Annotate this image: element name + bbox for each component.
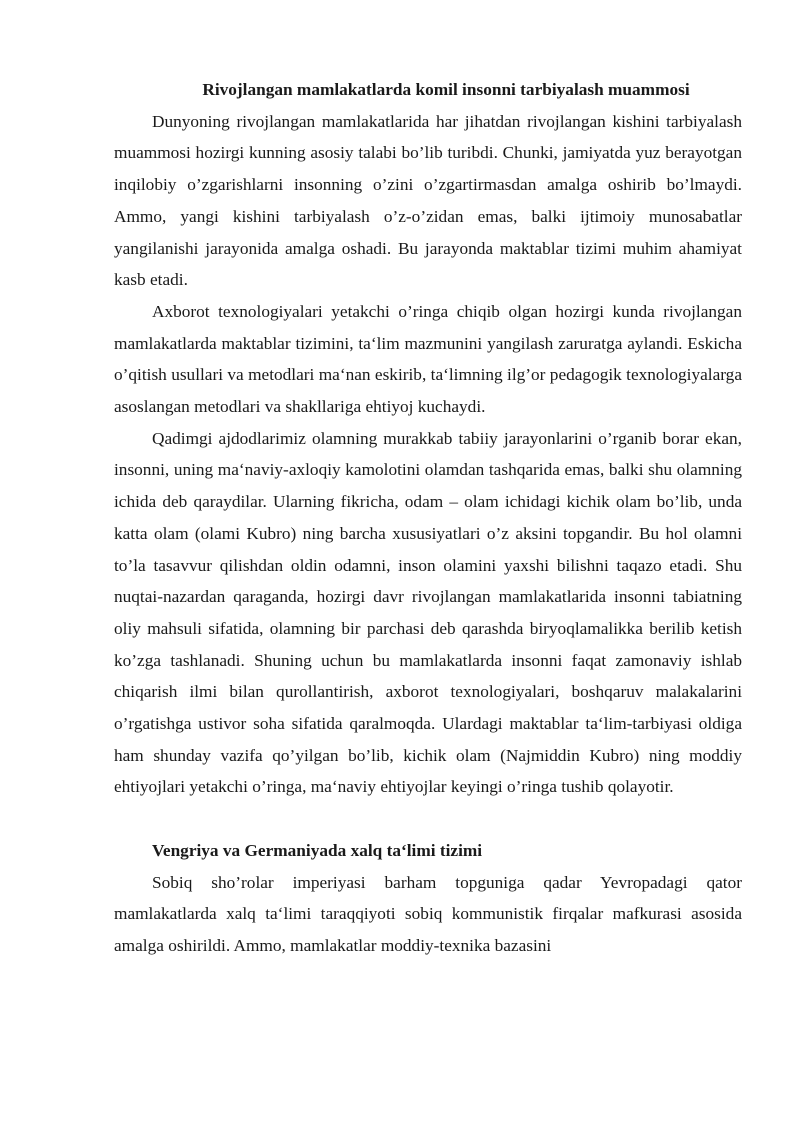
paragraph-4: Sobiq sho’rolar imperiyasi barham topguniga qadar Yevropadagi qator mamlakatlarda xalq ta‘limi taraqqiyoti sobiq kommunistik firqalar mafkurasi asosida amalga oshirildi. Ammo, mamlakatlar moddiy-texnika bazasini bbox=[114, 872, 742, 955]
section-spacer bbox=[114, 803, 742, 835]
document-body bbox=[114, 74, 742, 962]
section-heading: Vengriya va Germaniyada xalq ta‘limi tizimi bbox=[152, 840, 483, 860]
paragraph-1: Dunyoning rivojlangan mamlakatlarida har jihatdan rivojlangan kishini tarbiyalash muammosi hozirgi kunning asosiy talabi bo’lib turibdi. Chunki, jamiyatda yuz berayotgan inqilobiy o’zgarishlarni insonning o’zini o’zgartirmasdan amalga oshirib bo’lmaydi. Ammo, yangi kishini tarbiyalash o’z-o’zidan emas, balki ijtimoiy munosabatlar yangilanishi jarayonida amalga oshadi. Bu jarayonda maktablar tizimi muhim ahamiyat kasb etadi. bbox=[114, 111, 742, 290]
paragraph-2: Axborot texnologiyalari yetakchi o’ringa chiqib olgan hozirgi kunda rivojlangan mamlakatlarda maktablar tizimini, ta‘lim mazmunini yangilash zaruratga aylandi. Eskicha o’qitish usullari va metodlari ma‘nan eskirib, ta‘limning ilg’or pedagogik texnologiyalarga asoslangan metodlari va shakllariga ehtiyoj kuchaydi. bbox=[114, 301, 742, 417]
paragraph-3: Qadimgi ajdodlarimiz olamning murakkab tabiiy jarayonlarini o’rganib borar ekan, insonni, uning ma‘naviy-axloqiy kamolotini olamdan tashqarida emas, balki shu olamning ichida deb qaraydilar. Ularning fikricha, odam – olam ichidagi kichik olam bo’lib, unda katta olam (olami Kubro) ning barcha xususiyatlari o’z aksini topgandir. Bu hol olamni to’la tasavvur qilishdan oldin odamni, inson olamini yaxshi bilishni taqazo etadi. Shu nuqtai-nazardan qaraganda, hozirgi davr rivojlangan mamlakatlarida insonni tabiatning oliy mahsuli sifatida, olamning bir parchasi deb qarashda biryoqlamalikka berilib ketish ko’zga tashlanadi. Shuning uchun bu mamlakatlarda insonni faqat zamonaviy ishlab chiqarish ilmi bilan qurollantirish, axborot texnologiyalari, boshqaruv malakalarini o’rgatishga ustivor soha sifatida qaralmoqda. Ulardagi maktablar ta‘lim-tarbiyasi oldiga ham shunday vazifa qo’yilgan bo’lib, kichik olam (Najmiddin Kubro) ning moddiy ehtiyojlari yetakchi o’ringa, ma‘naviy ehtiyojlar keyingi o’ringa tushib qolayotir. bbox=[114, 428, 742, 797]
document-title: Rivojlangan mamlakatlarda komil insonni tarbiyalash muammosi bbox=[202, 80, 690, 99]
